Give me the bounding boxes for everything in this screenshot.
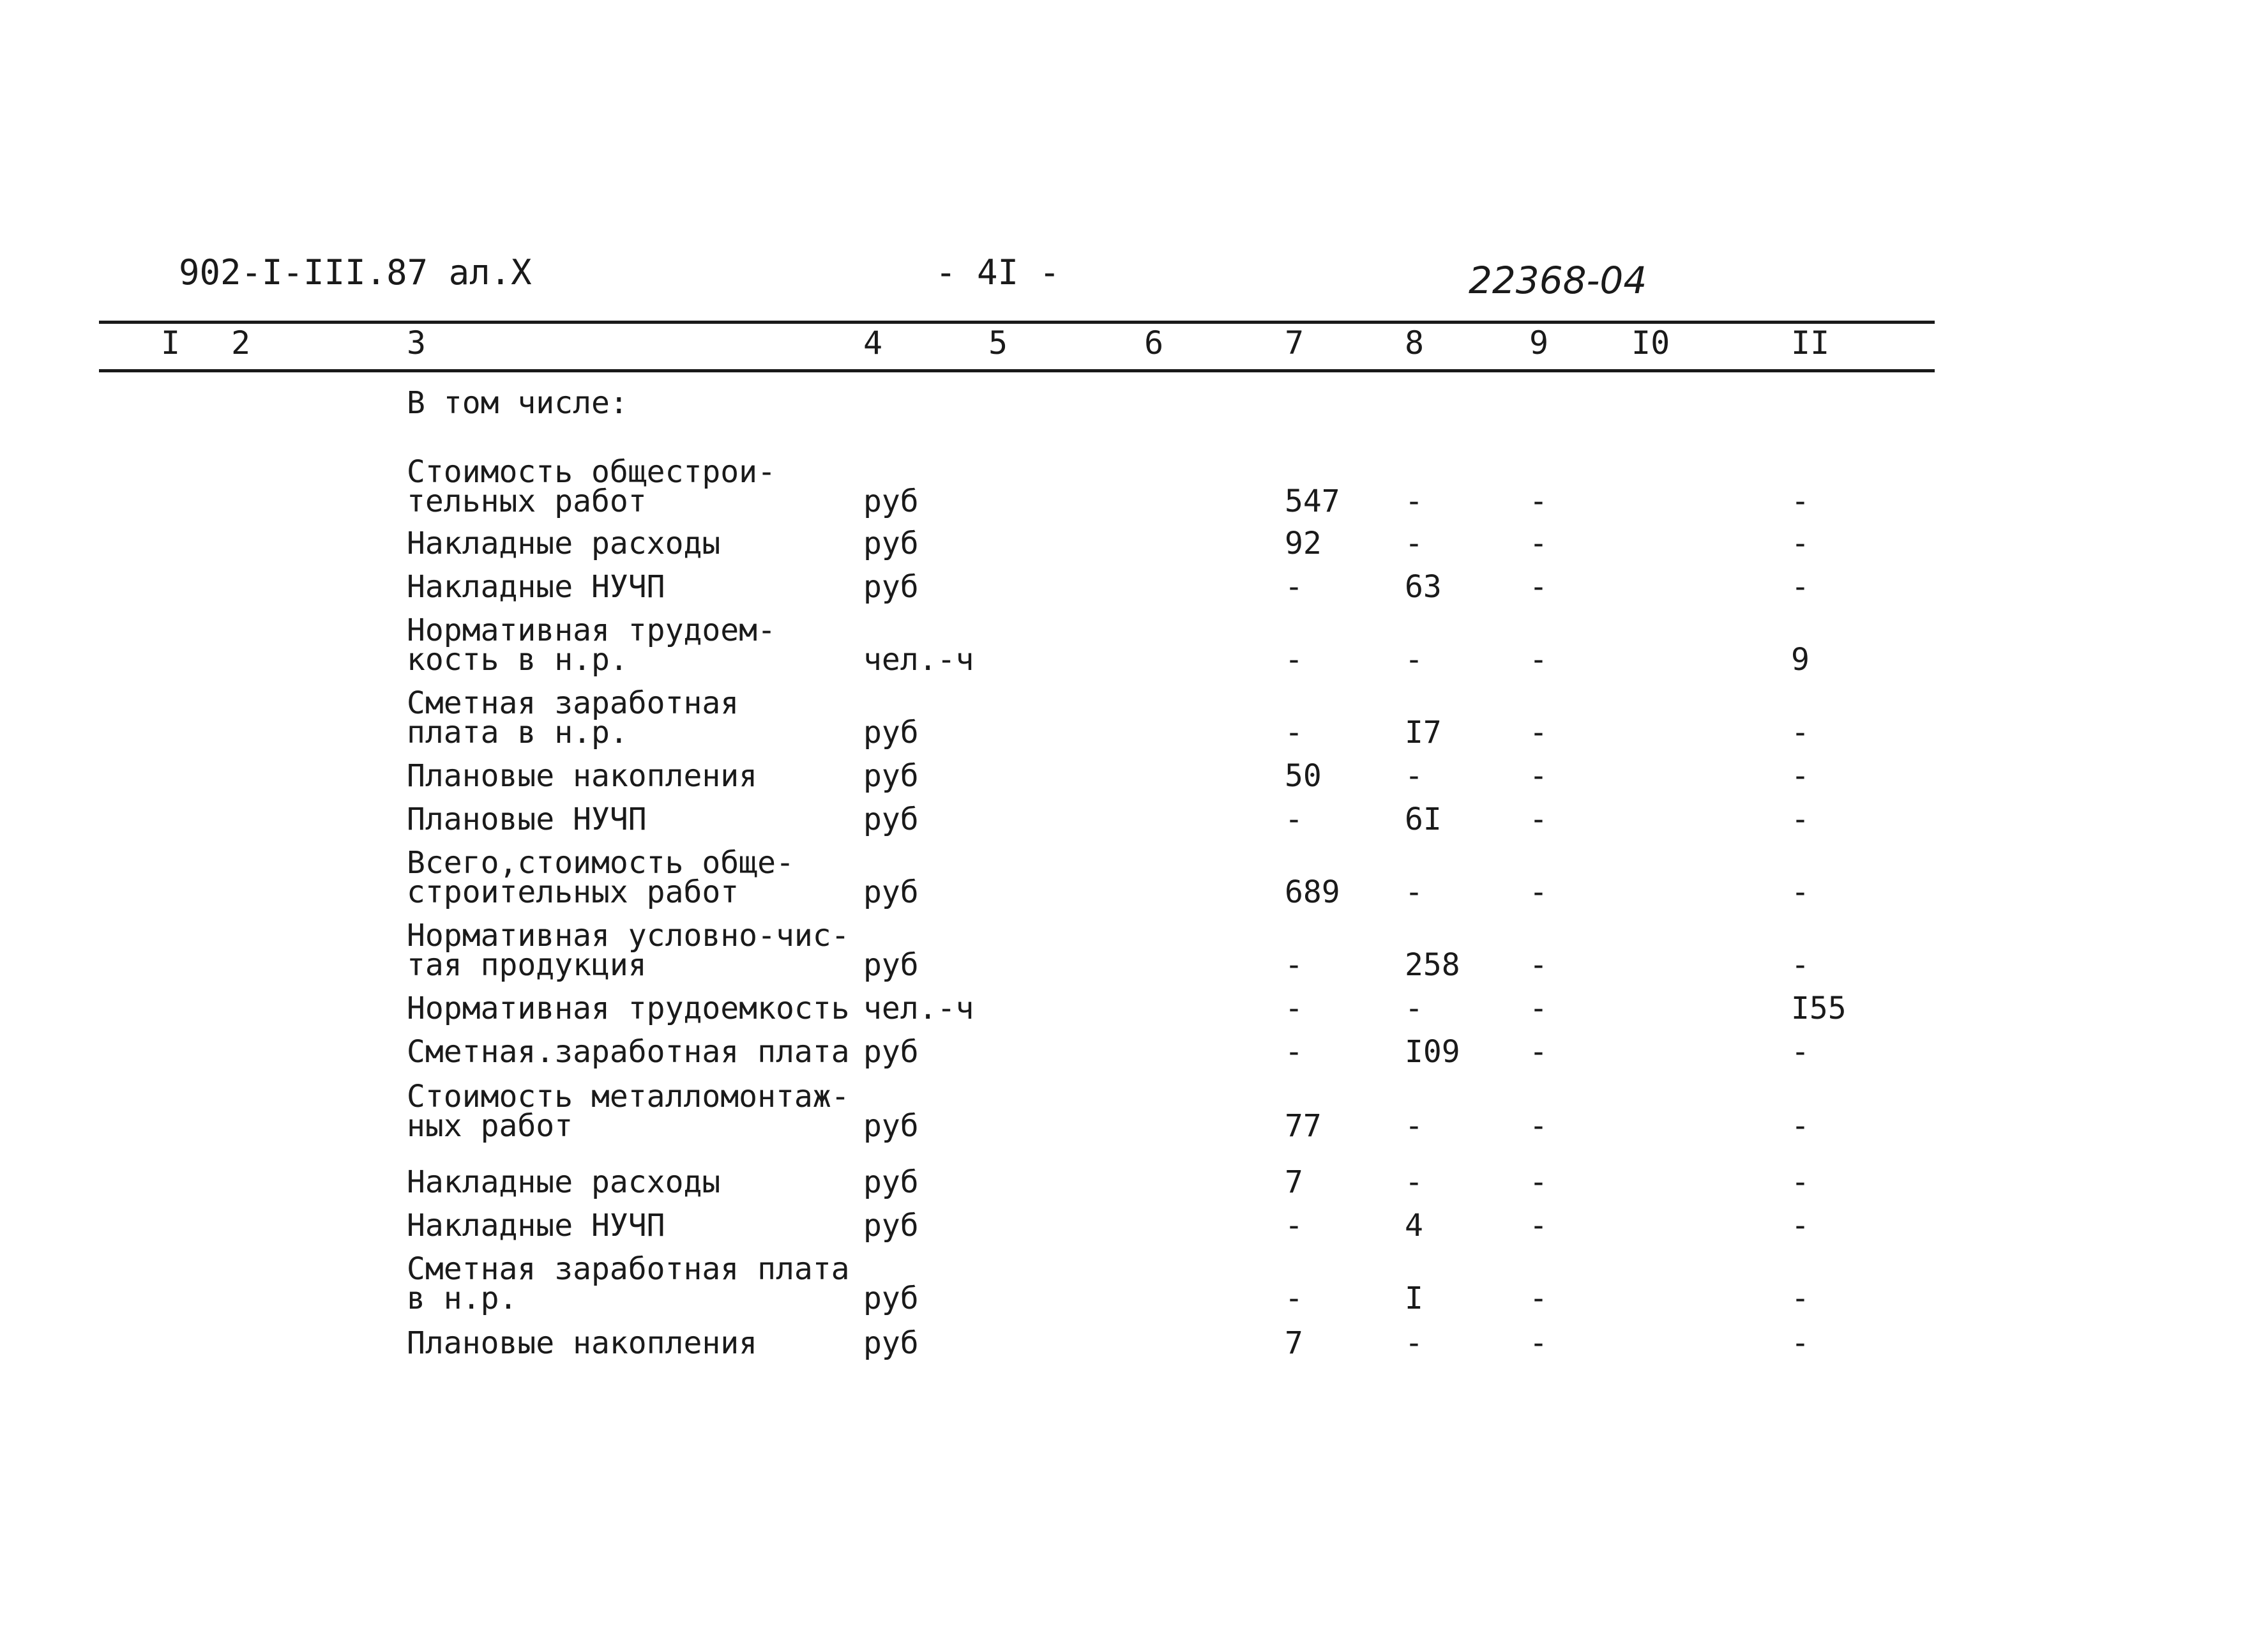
cell-col-11: - xyxy=(1791,1325,1810,1361)
column-number: 2 xyxy=(231,324,251,361)
row-label: Плановые накопления xyxy=(407,758,758,794)
cell-col-8: - xyxy=(1405,642,1423,678)
row-unit: руб xyxy=(863,569,919,605)
cell-col-9: - xyxy=(1529,1108,1548,1144)
row-label: в н.р. xyxy=(407,1281,518,1316)
cell-col-7: 50 xyxy=(1285,758,1322,794)
cell-col-7: 547 xyxy=(1285,483,1340,519)
cell-col-11: - xyxy=(1791,758,1810,794)
cell-col-8: - xyxy=(1405,1325,1423,1361)
cell-col-7: - xyxy=(1285,1281,1303,1316)
cell-col-11: - xyxy=(1791,483,1810,519)
cell-col-11: - xyxy=(1791,1281,1810,1316)
cell-col-8: - xyxy=(1405,1108,1423,1144)
row-unit: руб xyxy=(863,802,919,837)
column-number: 6 xyxy=(1144,324,1164,361)
row-label: Стоимость общестрои- xyxy=(407,454,776,490)
cell-col-8: 6I xyxy=(1405,802,1442,837)
table-rule-top xyxy=(99,321,1935,324)
cell-col-7: 77 xyxy=(1285,1108,1322,1144)
cell-col-11: I55 xyxy=(1791,991,1847,1026)
cell-col-8: - xyxy=(1405,758,1423,794)
cell-col-9: - xyxy=(1529,1164,1548,1200)
cell-col-7: - xyxy=(1285,802,1303,837)
row-label: Нормативная трудоем- xyxy=(407,612,776,648)
cell-col-8: - xyxy=(1405,1164,1423,1200)
row-unit: чел.-ч xyxy=(863,991,974,1026)
row-label: тельных работ xyxy=(407,483,647,519)
column-number: 9 xyxy=(1529,324,1549,361)
cell-col-9: - xyxy=(1529,802,1548,837)
cell-col-9: - xyxy=(1529,758,1548,794)
column-number: II xyxy=(1791,324,1830,361)
cell-col-7: 92 xyxy=(1285,526,1322,561)
cell-col-7: - xyxy=(1285,715,1303,750)
row-label: Накладные НУЧП xyxy=(407,569,665,605)
row-label: Сметная заработная xyxy=(407,685,739,721)
row-unit: руб xyxy=(863,1034,919,1070)
row-label: Плановые НУЧП xyxy=(407,802,647,837)
cell-col-9: - xyxy=(1529,1325,1548,1361)
cell-col-9: - xyxy=(1529,715,1548,750)
cell-col-8: - xyxy=(1405,483,1423,519)
cell-col-9: - xyxy=(1529,483,1548,519)
cell-col-11: - xyxy=(1791,1034,1810,1070)
table-rule-bottom xyxy=(99,369,1935,372)
row-label: Накладные НУЧП xyxy=(407,1208,665,1244)
cell-col-11: - xyxy=(1791,1164,1810,1200)
row-label: строительных работ xyxy=(407,874,739,910)
row-unit: руб xyxy=(863,1281,919,1316)
cell-col-8: 63 xyxy=(1405,569,1442,605)
column-number: 7 xyxy=(1285,324,1304,361)
row-label: кость в н.р. xyxy=(407,642,628,678)
column-number: I0 xyxy=(1631,324,1670,361)
cell-col-7: - xyxy=(1285,991,1303,1026)
cell-col-11: - xyxy=(1791,874,1810,910)
row-label: Нормативная трудоемкость xyxy=(407,991,850,1026)
row-unit: руб xyxy=(863,1208,919,1244)
row-unit: руб xyxy=(863,874,919,910)
row-label: Накладные расходы xyxy=(407,1164,721,1200)
cell-col-8: - xyxy=(1405,526,1423,561)
row-label: Всего,стоимость обще- xyxy=(407,845,794,881)
cell-col-9: - xyxy=(1529,642,1548,678)
row-label: ных работ xyxy=(407,1108,573,1144)
row-label: тая продукция xyxy=(407,947,647,983)
cell-col-7: 7 xyxy=(1285,1164,1303,1200)
cell-col-7: - xyxy=(1285,569,1303,605)
cell-col-11: - xyxy=(1791,715,1810,750)
cell-col-8: I7 xyxy=(1405,715,1442,750)
cell-col-9: - xyxy=(1529,1281,1548,1316)
row-label: Сметная заработная плата xyxy=(407,1251,850,1287)
row-unit: руб xyxy=(863,483,919,519)
cell-col-11: - xyxy=(1791,1108,1810,1144)
cell-col-9: - xyxy=(1529,947,1548,983)
row-unit: руб xyxy=(863,758,919,794)
cell-col-8: 258 xyxy=(1405,947,1460,983)
cell-col-9: - xyxy=(1529,569,1548,605)
column-number: I xyxy=(161,324,181,361)
cell-col-9: - xyxy=(1529,1034,1548,1070)
row-unit: руб xyxy=(863,947,919,983)
row-label: Накладные расходы xyxy=(407,526,721,561)
row-label: Стоимость металломонтаж- xyxy=(407,1079,850,1114)
cell-col-11: - xyxy=(1791,526,1810,561)
cell-col-11: - xyxy=(1791,1208,1810,1244)
row-label: плата в н.р. xyxy=(407,715,628,750)
cell-col-9: - xyxy=(1529,991,1548,1026)
cell-col-11: 9 xyxy=(1791,642,1810,678)
cell-col-8: 4 xyxy=(1405,1208,1423,1244)
row-unit: руб xyxy=(863,1164,919,1200)
section-title: В том числе: xyxy=(407,385,628,421)
cell-col-7: - xyxy=(1285,1034,1303,1070)
column-number: 5 xyxy=(988,324,1008,361)
cell-col-7: - xyxy=(1285,1208,1303,1244)
page-number: - 4I - xyxy=(935,252,1061,293)
row-unit: руб xyxy=(863,1325,919,1361)
cell-col-7: - xyxy=(1285,947,1303,983)
row-unit: чел.-ч xyxy=(863,642,974,678)
column-number: 4 xyxy=(863,324,883,361)
cell-col-7: 7 xyxy=(1285,1325,1303,1361)
cell-col-8: - xyxy=(1405,874,1423,910)
cell-col-9: - xyxy=(1529,874,1548,910)
row-unit: руб xyxy=(863,715,919,750)
row-label: Нормативная условно-чис- xyxy=(407,918,850,954)
cell-col-11: - xyxy=(1791,947,1810,983)
cell-col-9: - xyxy=(1529,526,1548,561)
cell-col-7: - xyxy=(1285,642,1303,678)
document-code: 902-I-III.87 ал.X xyxy=(179,252,532,293)
row-unit: руб xyxy=(863,526,919,561)
cell-col-8: I09 xyxy=(1405,1034,1460,1070)
cell-col-8: - xyxy=(1405,991,1423,1026)
cell-col-9: - xyxy=(1529,1208,1548,1244)
cell-col-11: - xyxy=(1791,569,1810,605)
row-label: Сметная.заработная плата xyxy=(407,1034,850,1070)
cell-col-11: - xyxy=(1791,802,1810,837)
column-number: 8 xyxy=(1405,324,1425,361)
document-number: 22368-04 xyxy=(1469,259,1647,302)
row-label: Плановые накопления xyxy=(407,1325,758,1361)
cell-col-8: I xyxy=(1405,1281,1423,1316)
cell-col-7: 689 xyxy=(1285,874,1340,910)
column-number: 3 xyxy=(407,324,427,361)
row-unit: руб xyxy=(863,1108,919,1144)
